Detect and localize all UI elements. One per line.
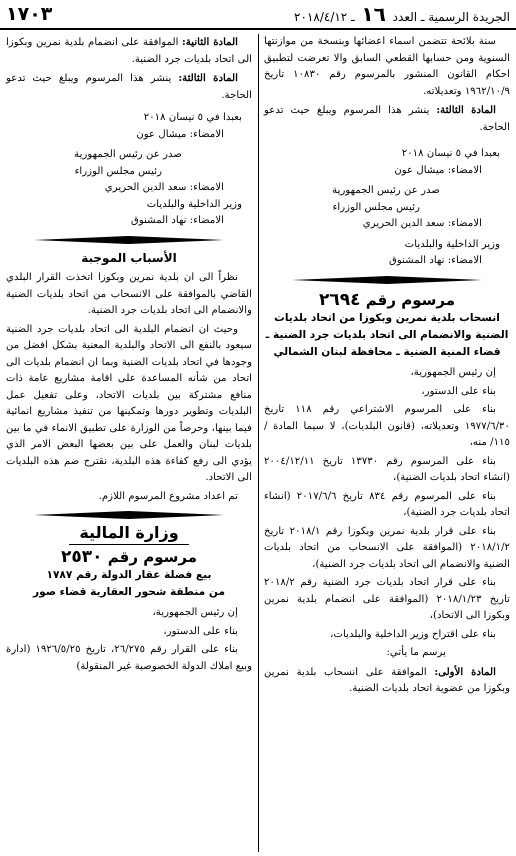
issued-by: صدر عن رئيس الجمهورية: [74, 149, 182, 160]
article-3-paragraph: [264, 102, 510, 136]
pm-signature: الامضاء: سعد الدين الحريري: [362, 218, 482, 229]
left-column: [6, 34, 252, 677]
article-text: الموافقة على انسحاب بلدية نمرين وبكوزا من عضوية اتحاد بلديات الضنية.: [264, 666, 510, 694]
decree-number: ٢٦٩٤: [319, 289, 361, 310]
pm-title: رئيس مجلس الوزراء: [74, 165, 162, 177]
reasons-paragraph-3: تم اعداد مشروع المرسوم اللازم.: [98, 490, 238, 502]
minister-signature: الامضاء: نهاد المشنوق: [130, 215, 224, 226]
article-1-paragraph: [264, 664, 510, 698]
decree-subject-line-1: بيع فضلة عقار الدولة رقم ١٧٨٧: [46, 569, 212, 581]
reasons-paragraph-2: وحيث ان انضمام البلدية الى اتحاد بلديات جرد الضنية سيعود بالنفع الى الاتحاد والبلدية المعنية بشكل افضل من وجودها في اتحاد بلديات الضنية وبما ان انضمام بلديات الى اتحاد من شأنه المساعدة على اقامة مشاريع عامة ذات منافع مشتركة بين بلديات الاتحاد، وعلى تفعيل عمل البلديات وتطوير دورها وتمكينها من تنفيذ مشاريع انمائية فيما بينها، وحرصاً من الوزارة على تطبيق الانماء في ما بين بلديات لبنان والعمل على بين بعضها البعض الامر الذي يؤدي الى رفع كفاءة هذه البلدية، نقترح ضم هذه البلديات الى الاتحاد.: [6, 323, 252, 483]
preamble-constitution: بناء على الدستور،: [421, 385, 496, 397]
ministry-title: وزارة المالية: [79, 523, 179, 542]
minister-title: وزير الداخلية والبلديات: [404, 238, 500, 250]
preamble-constitution: بناء على الدستور،: [163, 625, 238, 637]
article-2-paragraph: [6, 34, 252, 68]
article-label: المادة الثالثة:: [178, 72, 238, 84]
preamble-decree-834: بناء على المرسوم رقم ٨٣٤ تاريخ ٢٠١٧/٦/٦ (انشاء اتحاد بلديات جرد الضنية)،: [264, 490, 510, 518]
preamble-municipality-decision: بناء على قرار بلدية نمرين وبكوزا رقم ٢٠١٨/١ تاريخ ٢٠١٨/١/٢ (الموافقة على الانسحاب من اتحاد بلديات الضنية والانضمام الى اتحاد بلديات جرد الضنية)،: [264, 525, 510, 570]
ornament-divider: [6, 236, 252, 244]
ministry-underline: [69, 544, 189, 545]
minister-title: وزير الداخلية والبلديات: [146, 198, 242, 210]
decree-title: [6, 546, 252, 567]
article-label: المادة الثانية:: [182, 36, 238, 48]
president-signature: الامضاء: ميشال عون: [394, 164, 482, 176]
issued-by: صدر عن رئيس الجمهورية: [332, 185, 440, 196]
pm-signature: الامضاء: سعد الدين الحريري: [104, 182, 224, 193]
president-signature: الامضاء: ميشال عون: [136, 128, 224, 140]
reasons-title: الأسباب الموجبة: [81, 250, 177, 265]
intro-paragraph: سنة بلائحة تتضمن اسماء اعضائها وبنسخة من موازنتها السنوية ومن حسابها القطعي السابق والا تعرضت لتطبيق احكام القانون المنشور بالمرسوم رقم ١٠٨٣٠ تاريخ ١٩٦٢/١٠/٩ وتعديلاته.: [264, 36, 510, 97]
decree-label: مرسوم رقم: [365, 290, 455, 309]
page-header: [0, 0, 516, 30]
right-column: [264, 34, 510, 700]
decree-formula: يرسم ما يأتي:: [386, 647, 446, 658]
ornament-divider: [264, 276, 510, 284]
issue-date: ـ ٢٠١٨/٤/١٢: [294, 10, 355, 24]
column-divider: [258, 34, 259, 852]
decree-number: ٢٥٣٠: [61, 546, 103, 567]
article-3-paragraph: [6, 70, 252, 104]
preamble-decision-275: بناء على القرار رقم ٢٦/٢٧٥، تاريخ ١٩٢٦/٥/٢٥ (ادارة وبيع املاك الدولة الخصوصية غير المنقولة): [6, 644, 252, 672]
decree-title: [264, 289, 510, 310]
signing-date: بعبدا في ٥ نيسان ٢٠١٨: [143, 112, 242, 123]
article-label: المادة الأولى:: [434, 665, 496, 678]
page-number: ١٧٠٣: [6, 3, 53, 25]
signing-date: بعبدا في ٥ نيسان ٢٠١٨: [401, 148, 500, 159]
reasons-paragraph-1: نظراً الى ان بلدية نمرين وبكوزا اتخذت القرار البلدي القاضي بالموافقة على الانسحاب من اتحاد بلديات الضنية والانضمام الى اتحاد بلديات جرد الضنية.: [6, 272, 252, 316]
article-text: ينشر هذا المرسوم ويبلغ حيث تدعو الحاجة.: [264, 105, 510, 133]
ornament-divider: [6, 511, 252, 519]
article-label: المادة الثالثة:: [436, 104, 496, 116]
article-text: ينشر هذا المرسوم ويبلغ حيث تدعو الحاجة.: [6, 73, 252, 101]
preamble-president: إن رئيس الجمهورية،: [152, 607, 238, 618]
issue-number: ١٦: [361, 2, 386, 26]
preamble-president: إن رئيس الجمهورية،: [410, 367, 496, 378]
article-text: الموافقة على انضمام بلدية نمرين وبكوزا الى اتحاد بلديات جرد الضنية.: [6, 37, 252, 65]
minister-signature: الامضاء: نهاد المشنوق: [388, 255, 482, 266]
preamble-decree-13730: بناء على المرسوم رقم ١٣٧٣٠ تاريخ ٢٠٠٤/١٢/١١ (انشاء اتحاد بلديات الضنية)،: [264, 455, 510, 483]
decree-subject-line-2: من منطقة شحور العقارية قضاء صور: [32, 586, 226, 598]
pm-title: رئيس مجلس الوزراء: [332, 201, 420, 213]
preamble-union-decision: بناء على قرار اتحاد بلديات جرد الضنية رقم ٢٠١٨/٢ تاريخ ٢٠١٨/١/٢٣ (الموافقة على انضمام بلدية نمرين وبكوزا الى الاتحاد)،: [264, 577, 511, 621]
preamble-minister-proposal: بناء على اقتراح وزير الداخلية والبلديات،: [330, 628, 496, 640]
journal-name: الجريدة الرسمية ـ العدد: [392, 10, 510, 24]
journal-issue-line: [294, 2, 510, 26]
decree-subject: انسحاب بلدية نمرين وبكوزا من اتحاد بلديات الضنية والانضمام الى اتحاد بلديات جرد الضنية ـ قضاء المنية الضنية ـ محافظة لبنان الشمالي: [265, 312, 509, 358]
preamble-law-118: بناء على المرسوم الاشتراعي رقم ١١٨ تاريخ ١٩٧٧/٦/٣٠ وتعديلاته، (قانون البلديات)، لا سيما المادة /١١٥/ منه،: [264, 404, 510, 448]
decree-label: مرسوم رقم: [107, 547, 197, 566]
